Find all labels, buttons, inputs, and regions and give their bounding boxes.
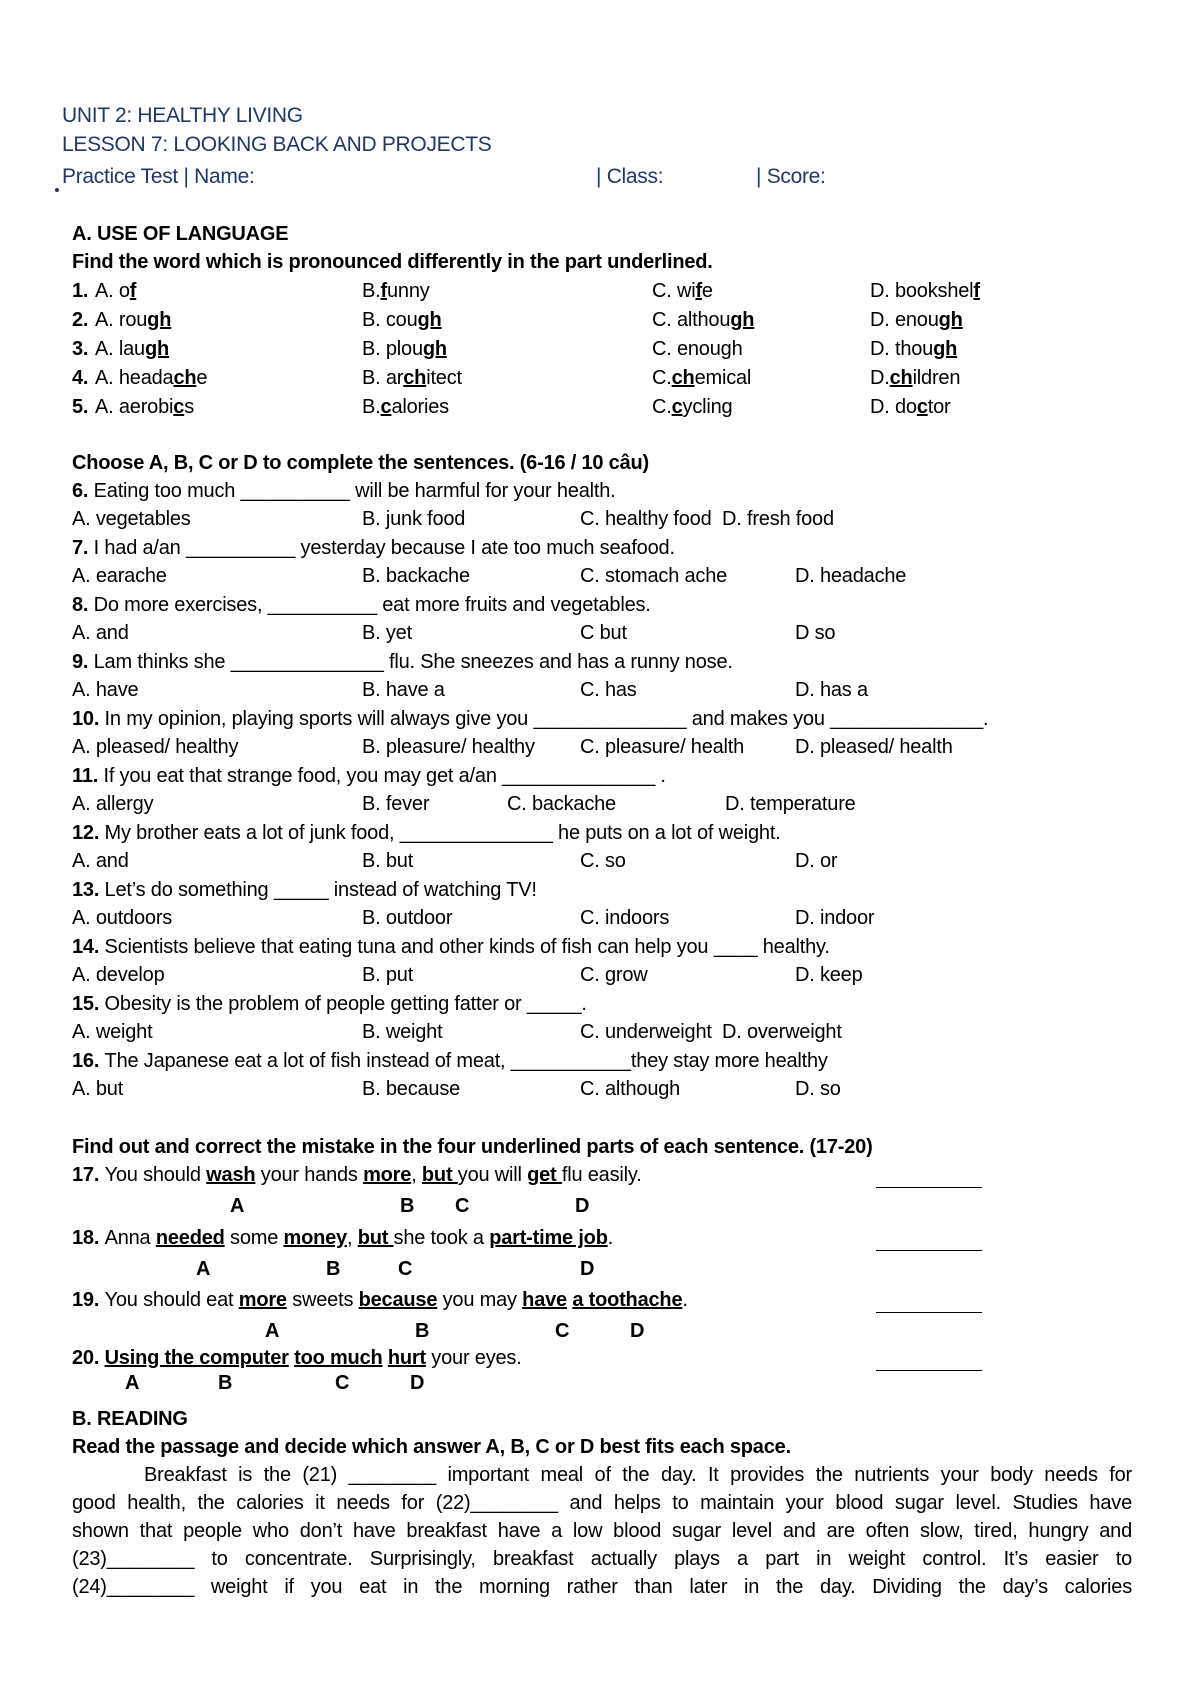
option-d — [870, 393, 951, 421]
option-d — [870, 277, 980, 305]
question-number: 18. — [72, 1227, 105, 1249]
sentence-text: flu easily. — [561, 1164, 642, 1186]
option-text: A. heada — [95, 367, 174, 389]
option-text: C. althou — [652, 309, 731, 331]
part-letter-b: B — [415, 1320, 430, 1342]
answer-option-b: B. junk food — [362, 508, 466, 530]
option-text: A. lau — [95, 338, 145, 360]
answer-option-b: B. put — [362, 964, 414, 986]
part-letter-d: D — [575, 1195, 590, 1217]
reading-passage — [72, 1461, 1132, 1601]
answer-blank — [876, 1249, 982, 1251]
question-text: Obesity is the problem of people getting fatter or _____. — [99, 993, 587, 1015]
reading-instruction: Read the passage and decide which answer A, B, C or D best fits each space. — [72, 1436, 791, 1458]
underlined-part: gh — [144, 338, 169, 360]
passage-line: (24)________ weight if you eat in the morning rather than later in the day. Dividing the day’s calories — [72, 1576, 1132, 1598]
question-text: My brother eats a lot of junk food, ______________ he puts on a lot of weight. — [99, 822, 781, 844]
underlined-part: but — [357, 1227, 394, 1249]
sentence-text: your hands — [255, 1164, 364, 1186]
option-b — [362, 306, 442, 334]
question-line — [72, 591, 651, 619]
answer-option-d: D. pleased/ health — [795, 736, 953, 758]
option-b — [362, 277, 430, 305]
question-number: 15. — [72, 993, 100, 1015]
underlined-part: gh — [417, 309, 442, 331]
option-a — [95, 306, 171, 334]
option-d — [870, 335, 957, 363]
option-text: B. — [362, 396, 381, 418]
question-number: 17. — [72, 1164, 105, 1186]
answer-option-b: B. outdoor — [362, 907, 453, 929]
option-c — [652, 335, 743, 363]
option-d — [870, 306, 963, 334]
question-number: 3. — [72, 338, 89, 360]
question-number: 11. — [72, 765, 99, 787]
option-text: A. rou — [95, 309, 148, 331]
answer-option-d: D. indoor — [795, 907, 875, 929]
answer-option-a: A. allergy — [72, 793, 154, 815]
question-text: The Japanese eat a lot of fish instead of meat, ___________they stay more healthy — [99, 1050, 828, 1072]
multiple-choice-instruction: Choose A, B, C or D to complete the sentences. (6-16 / 10 câu) — [72, 452, 650, 474]
option-text: D. — [870, 367, 890, 389]
error-instruction: Find out and correct the mistake in the four underlined parts of each sentence. (17-20) — [72, 1136, 873, 1158]
underlined-part: ch — [403, 367, 427, 389]
underlined-part: f — [380, 280, 387, 302]
underlined-part: wash — [206, 1164, 256, 1186]
part-letter-d: D — [410, 1372, 425, 1394]
underlined-part: gh — [147, 309, 172, 331]
underlined-part: c — [380, 396, 392, 418]
question-number: 2. — [72, 309, 89, 331]
answer-option-a: A. but — [72, 1078, 124, 1100]
question-text: If you eat that strange food, you may get a/an ______________ . — [98, 765, 666, 787]
option-text: D. thou — [870, 338, 934, 360]
part-letter-a: A — [265, 1320, 280, 1342]
part-letter-a: A — [196, 1258, 211, 1280]
underlined-part: hurt — [387, 1347, 426, 1369]
answer-option-a: A. and — [72, 850, 129, 872]
sentence-text: You should eat — [104, 1289, 239, 1311]
part-letter-a: A — [230, 1195, 245, 1217]
question-line — [72, 933, 830, 961]
underlined-part: gh — [933, 338, 958, 360]
underlined-part: part-time job — [489, 1227, 608, 1249]
score-label: | Score: — [756, 165, 826, 188]
option-text: C. enough — [652, 338, 743, 360]
sentence-text: Anna — [104, 1227, 156, 1249]
answer-option-c: C. stomach ache — [580, 565, 728, 587]
answer-option-a: A. pleased/ healthy — [72, 736, 239, 758]
option-text: C. — [652, 367, 672, 389]
sentence-text: some — [224, 1227, 284, 1249]
underlined-part: gh — [730, 309, 755, 331]
sentence-text: You should — [104, 1164, 207, 1186]
underlined-part: c — [671, 396, 683, 418]
error-sentence — [72, 1286, 688, 1314]
answer-option-b: B. pleasure/ healthy — [362, 736, 535, 758]
underlined-part: more — [238, 1289, 287, 1311]
underlined-part: f — [973, 280, 980, 302]
practice-name-label: Practice Test | Name: — [62, 165, 255, 188]
underlined-part: have — [522, 1289, 567, 1311]
answer-option-b: B. yet — [362, 622, 412, 644]
underlined-part: c — [916, 396, 928, 418]
sentence-text: sweets — [286, 1289, 359, 1311]
question-number: 1. — [72, 280, 89, 302]
answer-blank — [876, 1186, 982, 1188]
question-number: 19. — [72, 1289, 105, 1311]
section-a-title: A. USE OF LANGUAGE — [72, 223, 289, 245]
part-letter-b: B — [218, 1372, 233, 1394]
answer-option-c: C. so — [580, 850, 626, 872]
answer-option-a: A. and — [72, 622, 129, 644]
bullet-dot — [55, 188, 59, 192]
answer-option-c: C. indoors — [580, 907, 670, 929]
option-text: s — [184, 396, 194, 418]
question-line — [72, 990, 587, 1018]
answer-option-a: A. vegetables — [72, 508, 191, 530]
question-text: Let’s do something _____ instead of watching TV! — [99, 879, 537, 901]
option-c — [652, 306, 754, 334]
answer-option-d: D. overweight — [722, 1021, 842, 1043]
answer-option-d: D so — [795, 622, 836, 644]
answer-option-c: C. grow — [580, 964, 648, 986]
option-a — [95, 364, 207, 392]
answer-option-a: A. outdoors — [72, 907, 173, 929]
option-text: itect — [426, 367, 462, 389]
underlined-part: money — [283, 1227, 347, 1249]
question-text: In my opinion, playing sports will always give you ______________ and makes you ______________. — [99, 708, 989, 730]
answer-option-d: D. keep — [795, 964, 863, 986]
answer-option-a: A. earache — [72, 565, 167, 587]
part-letter-c: C — [455, 1195, 470, 1217]
underlined-part: ch — [889, 367, 913, 389]
answer-option-b: B. because — [362, 1078, 461, 1100]
question-number: 4. — [72, 367, 89, 389]
option-text: ildren — [912, 367, 961, 389]
pronunciation-instruction: Find the word which is pronounced differently in the part underlined. — [72, 251, 713, 273]
answer-option-d: D. so — [795, 1078, 841, 1100]
underlined-part: a toothache — [572, 1289, 683, 1311]
sentence-text: , — [346, 1227, 358, 1249]
option-b — [362, 364, 462, 392]
sentence-text: your eyes. — [425, 1347, 522, 1369]
sentence-text: . — [607, 1227, 614, 1249]
option-a — [95, 393, 194, 421]
question-number: 6. — [72, 480, 89, 502]
answer-option-c: C. although — [580, 1078, 681, 1100]
question-number: 9. — [72, 651, 89, 673]
lesson-title — [62, 133, 491, 157]
option-text: D. do — [870, 396, 917, 418]
answer-option-d: D. temperature — [725, 793, 856, 815]
option-text: B. plou — [362, 338, 423, 360]
option-c — [652, 393, 732, 421]
question-number: 10. — [72, 708, 100, 730]
answer-option-d: D. fresh food — [722, 508, 834, 530]
sentence-text: you may — [437, 1289, 523, 1311]
question-line — [72, 762, 666, 790]
part-letter-a: A — [125, 1372, 140, 1394]
question-number: 14. — [72, 936, 100, 958]
sentence-text: . — [682, 1289, 688, 1311]
question-line — [72, 876, 537, 904]
answer-blank — [876, 1311, 982, 1313]
answer-option-c: C. pleasure/ health — [580, 736, 745, 758]
part-letter-c: C — [555, 1320, 570, 1342]
question-line — [72, 534, 675, 562]
answer-option-b: B. fever — [362, 793, 430, 815]
part-letter-b: B — [400, 1195, 415, 1217]
question-line — [72, 648, 733, 676]
answer-option-c: C. underweight — [580, 1021, 712, 1043]
question-text: Eating too much __________ will be harmful for your health. — [88, 480, 616, 502]
error-sentence — [72, 1224, 613, 1252]
sentence-text: she took a — [393, 1227, 490, 1249]
question-line — [72, 819, 781, 847]
question-line — [72, 477, 616, 505]
option-text: D. enou — [870, 309, 939, 331]
option-a — [95, 277, 136, 305]
unit-title-text: UNIT 2: HEALTHY LIVING — [62, 104, 303, 127]
lesson-title-text: LESSON 7: LOOKING BACK AND PROJECTS — [62, 133, 492, 156]
option-text: B. — [362, 280, 381, 302]
question-number: 12. — [72, 822, 100, 844]
answer-option-c: C. has — [580, 679, 637, 701]
error-sentence — [72, 1344, 522, 1372]
question-text: Scientists believe that eating tuna and other kinds of fish can help you ____ healthy. — [99, 936, 830, 958]
answer-option-d: D. or — [795, 850, 838, 872]
underlined-part: needed — [155, 1227, 225, 1249]
section-b-title: B. READING — [72, 1408, 188, 1430]
underlined-part: f — [129, 280, 137, 302]
answer-option-d: D. headache — [795, 565, 907, 587]
option-text: D. bookshel — [870, 280, 974, 302]
question-number: 16. — [72, 1050, 100, 1072]
practice-line — [62, 165, 255, 189]
option-text: emical — [694, 367, 752, 389]
passage-line: good health, the calories it needs for (22)________ and helps to maintain your blood sugar level. Studies have — [72, 1492, 1132, 1514]
option-b — [362, 393, 449, 421]
passage-line: shown that people who don’t have breakfast have a low blood sugar level and are often slow, tired, hungry and — [72, 1520, 1132, 1542]
option-text: B. ar — [362, 367, 404, 389]
option-text: C. wi — [652, 280, 696, 302]
question-text: Do more exercises, __________ eat more fruits and vegetables. — [88, 594, 651, 616]
answer-option-a: A. develop — [72, 964, 165, 986]
question-text: I had a/an __________ yesterday because I ate too much seafood. — [88, 537, 675, 559]
option-b — [362, 335, 447, 363]
answer-option-c: C but — [580, 622, 627, 644]
option-text: C. — [652, 396, 672, 418]
answer-option-b: B. weight — [362, 1021, 443, 1043]
underlined-part: get — [527, 1164, 562, 1186]
answer-option-d: D. has a — [795, 679, 868, 701]
underlined-part: but — [421, 1164, 458, 1186]
part-letter-c: C — [335, 1372, 350, 1394]
underlined-part: c — [173, 396, 185, 418]
option-text: tor — [927, 396, 951, 418]
part-letter-c: C — [398, 1258, 413, 1280]
answer-blank — [876, 1369, 982, 1371]
question-line — [72, 1047, 828, 1075]
option-text: A. o — [95, 280, 130, 302]
underlined-part: gh — [938, 309, 963, 331]
question-number: 5. — [72, 396, 89, 418]
underlined-part: too much — [294, 1347, 383, 1369]
question-text: Lam thinks she ______________ flu. She sneezes and has a runny nose. — [88, 651, 733, 673]
question-number: 8. — [72, 594, 89, 616]
question-number: 7. — [72, 537, 89, 559]
option-d — [870, 364, 960, 392]
class-label: | Class: — [596, 165, 664, 188]
option-text: B. cou — [362, 309, 418, 331]
underlined-part: f — [695, 280, 702, 302]
answer-option-b: B. but — [362, 850, 414, 872]
question-line — [72, 705, 988, 733]
option-text: ycling — [682, 396, 733, 418]
option-text: alories — [391, 396, 449, 418]
passage-line: (23)________ to concentrate. Surprisingly, breakfast actually plays a part in weight control. It’s easier to — [72, 1548, 1132, 1570]
answer-option-a: A. have — [72, 679, 139, 701]
part-letter-d: D — [630, 1320, 645, 1342]
question-number: 20. — [72, 1347, 105, 1369]
passage-line: Breakfast is the (21) ________ important meal of the day. It provides the nutrients your body needs for — [144, 1464, 1132, 1486]
part-letter-d: D — [580, 1258, 595, 1280]
option-a — [95, 335, 169, 363]
answer-option-c: C. backache — [507, 793, 616, 815]
answer-option-b: B. backache — [362, 565, 470, 587]
underlined-part: ch — [671, 367, 695, 389]
option-c — [652, 364, 751, 392]
answer-option-b: B. have a — [362, 679, 445, 701]
underlined-part: ch — [173, 367, 197, 389]
underlined-part: more — [363, 1164, 412, 1186]
sentence-text: , — [411, 1164, 422, 1186]
sentence-text: you will — [457, 1164, 528, 1186]
option-text: A. aerobi — [95, 396, 174, 418]
option-text: e — [701, 280, 713, 302]
option-text: unny — [386, 280, 430, 302]
error-sentence — [72, 1161, 642, 1189]
answer-option-a: A. weight — [72, 1021, 153, 1043]
underlined-part: Using the computer — [104, 1347, 289, 1369]
option-text: e — [196, 367, 208, 389]
part-letter-b: B — [326, 1258, 341, 1280]
option-c — [652, 277, 713, 305]
unit-title — [62, 104, 303, 128]
answer-option-c: C. healthy food — [580, 508, 712, 530]
question-number: 13. — [72, 879, 100, 901]
underlined-part: because — [358, 1289, 438, 1311]
underlined-part: gh — [422, 338, 447, 360]
